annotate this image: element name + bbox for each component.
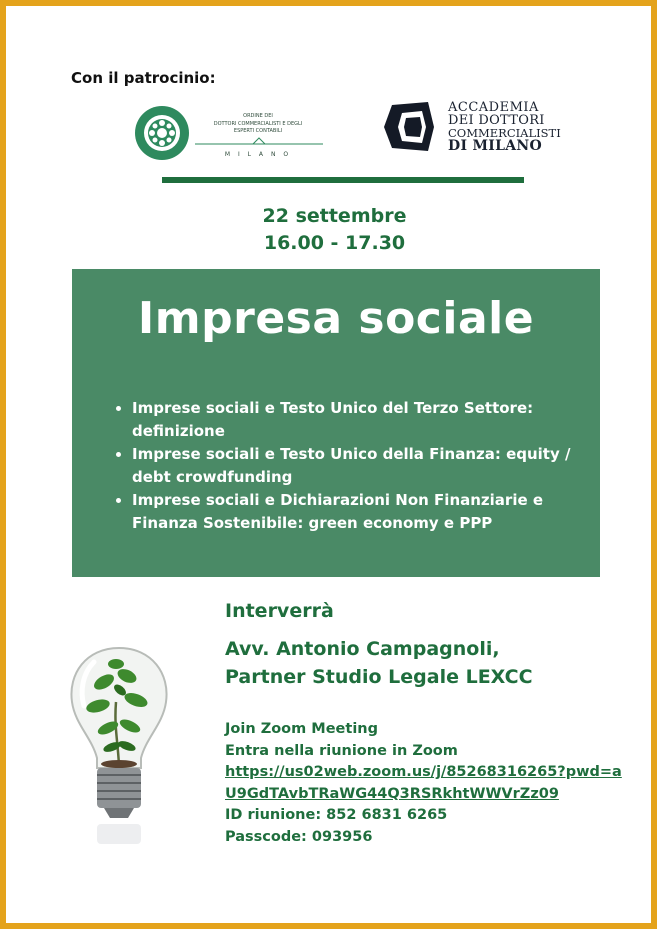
event-date: 22 settembre	[262, 205, 407, 227]
topic-item: • Imprese sociali e Testo Unico della Finanza: equity / debt crowdfunding	[132, 443, 602, 489]
patronage-label: Con il patrocinio:	[71, 69, 216, 87]
odcec-emblem-icon	[133, 104, 328, 162]
odcec-line3: ESPERTI CONTABILI	[233, 128, 283, 134]
topic-item: • Imprese sociali e Dichiarazioni Non Finanziarie e Finanza Sostenibile: green economy e PPP	[132, 489, 602, 535]
topic-list	[116, 397, 602, 535]
header-divider	[162, 177, 524, 183]
adc-line1: ACCADEMIA	[448, 100, 539, 115]
odcec-line1: ORDINE DEI	[243, 113, 273, 119]
zoom-passcode: Passcode: 093956	[225, 828, 373, 845]
topic-item: • Imprese sociali e Testo Unico del Terzo Settore: definizione	[132, 397, 602, 443]
event-panel	[72, 269, 600, 577]
odcec-line2: DOTTORI COMMERCIALISTI E DEGLI	[213, 121, 303, 127]
zoom-join-it: Entra nella riunione in Zoom	[225, 742, 458, 759]
speaker-name	[225, 635, 533, 691]
odcec-city: M I L A N O	[224, 151, 292, 158]
zoom-info	[225, 719, 625, 848]
zoom-meeting-link[interactable]: https://us02web.zoom.us/j/85268316265?pwd=aU9GdTAvbTRaWG44Q3RSRkhtWWVrZz09	[225, 764, 622, 802]
speaker-heading: Interverrà	[225, 600, 334, 622]
speaker-name-line2: Partner Studio Legale LEXCC	[225, 666, 533, 688]
speaker-name-line1: Avv. Antonio Campagnoli,	[225, 638, 500, 660]
adc-emblem-icon	[378, 99, 442, 155]
adc-line2: DEI DOTTORI	[448, 113, 545, 128]
event-time: 16.00 - 17.30	[263, 232, 406, 254]
event-title: Impresa sociale	[137, 293, 535, 344]
zoom-join-en: Join Zoom Meeting	[225, 721, 378, 737]
lightbulb-plant-icon	[64, 642, 174, 847]
adc-line3: COMMERCIALISTI	[448, 126, 561, 140]
odcec-milano-logo	[133, 104, 328, 162]
lightbulb-image	[64, 642, 174, 847]
accademia-logo	[378, 99, 568, 155]
zoom-meeting-id: ID riunione: 852 6831 6265	[225, 807, 448, 823]
accademia-wordmark	[448, 101, 561, 153]
adc-line4: DI MILANO	[448, 138, 543, 154]
